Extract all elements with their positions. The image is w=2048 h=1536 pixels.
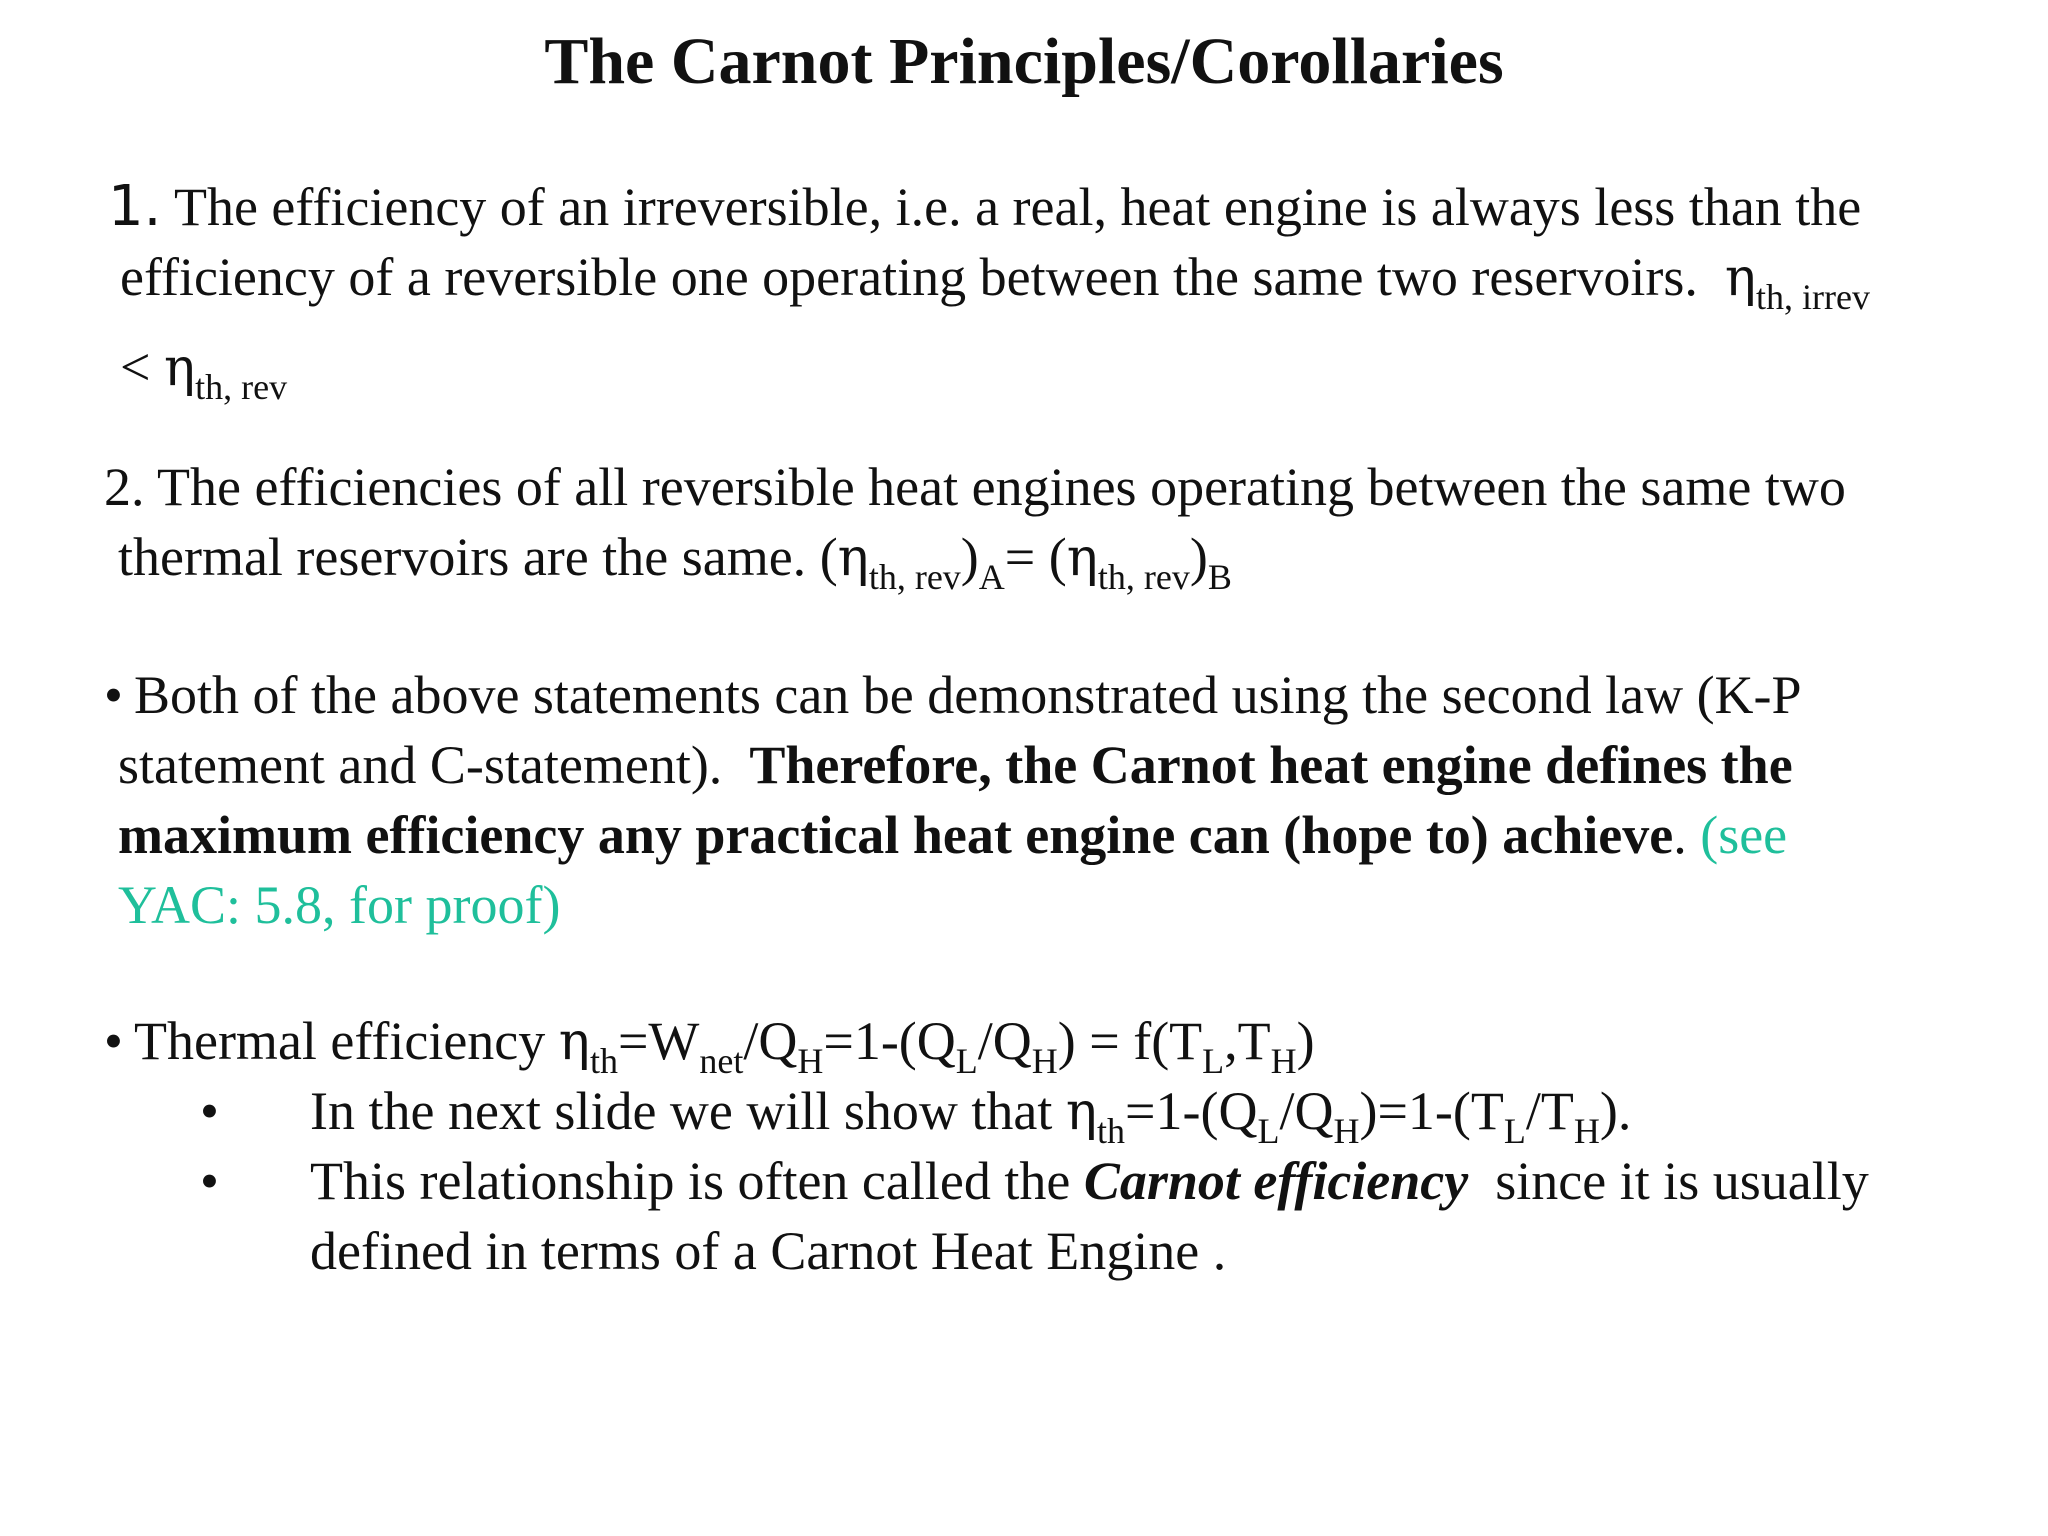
- formula-part: =1-(Q: [1125, 1081, 1258, 1141]
- subscript-a: A: [978, 557, 1005, 597]
- bullet-dot: •: [104, 1011, 123, 1071]
- eta-symbol: η: [1724, 248, 1756, 308]
- principle-2-line-1: 2. The efficiencies of all reversible heat engines operating between the same two: [104, 457, 1846, 517]
- formula-part: /T: [1525, 1081, 1574, 1141]
- subscript-h: H: [797, 1041, 824, 1081]
- subscript-th-rev: th, rev: [1097, 557, 1190, 597]
- equals-paren: = (: [1004, 527, 1067, 587]
- subscript-l: L: [1202, 1041, 1225, 1081]
- principle-1-line-1: The efficiency of an irreversible, i.e. a real, heat engine is always less than the: [173, 177, 1862, 237]
- formula-part: =W: [617, 1011, 700, 1071]
- eta-symbol: η: [1065, 1082, 1098, 1142]
- subscript-l: L: [1503, 1111, 1526, 1151]
- formula-part: ) = f(T: [1057, 1011, 1203, 1071]
- subscript-th-rev: th, rev: [868, 557, 961, 597]
- principle-1-number: 1.: [108, 174, 162, 239]
- eta-symbol: η: [558, 1012, 590, 1072]
- formula-part: /Q: [977, 1011, 1032, 1071]
- thermal-efficiency-label: Thermal efficiency: [134, 1011, 546, 1071]
- sub-bullet-1-text: In the next slide we will show that: [310, 1081, 1053, 1141]
- principle-1: [108, 172, 1870, 422]
- slide-title: The Carnot Principles/Corollaries: [544, 25, 1504, 98]
- textbook-reference-part-1: (see: [1700, 805, 1788, 865]
- eta-symbol: η: [1066, 528, 1098, 588]
- formula-part: ,T: [1224, 1011, 1271, 1071]
- principle-1-line-2: efficiency of a reversible one operating between the same two reservoirs.: [120, 247, 1698, 307]
- sub-bullet-2-text-b: since it is usually: [1495, 1151, 1869, 1211]
- subscript-b: B: [1207, 557, 1232, 597]
- subscript-h: H: [1270, 1041, 1297, 1081]
- formula-part: /Q: [1279, 1081, 1334, 1141]
- subscript-th-irrev: th, irrev: [1756, 277, 1870, 317]
- eta-symbol: η: [163, 338, 196, 398]
- bullet-second-law-line-1: Both of the above statements can be demonstrated using the second law (K-P: [134, 665, 1802, 725]
- subscript-th: th: [589, 1041, 618, 1081]
- principle-2-line-2: thermal reservoirs are the same.: [118, 527, 807, 587]
- bullet-dot: •: [200, 1081, 219, 1141]
- bullet-dot: •: [104, 665, 123, 725]
- textbook-reference-part-2: YAC: 5.8, for proof): [118, 875, 561, 935]
- subscript-h: H: [1573, 1111, 1600, 1151]
- subscript-net: net: [699, 1041, 744, 1081]
- subscript-h: H: [1031, 1041, 1058, 1081]
- bullet-second-law: [104, 660, 1802, 940]
- carnot-efficiency-term: Carnot efficiency: [1083, 1151, 1469, 1211]
- subscript-l: L: [1257, 1111, 1280, 1151]
- paren-open: (: [819, 527, 838, 587]
- formula-part: ): [1296, 1011, 1315, 1071]
- eta-symbol: η: [837, 528, 869, 588]
- formula-part: ).: [1599, 1081, 1632, 1141]
- carnot-conclusion-part-2: maximum efficiency any practical heat engine can (hope to) achieve: [118, 805, 1674, 865]
- formula-part: )=1-(T: [1359, 1081, 1504, 1141]
- paren-close: ): [1189, 527, 1208, 587]
- period: .: [1673, 805, 1687, 865]
- sub-bullet-2-line-2: defined in terms of a Carnot Heat Engine .: [310, 1221, 1227, 1281]
- sub-bullet-2-text-a: This relationship is often called the: [310, 1151, 1071, 1211]
- formula-part: /Q: [743, 1011, 798, 1071]
- subscript-l: L: [955, 1041, 978, 1081]
- formula-part: =1-(Q: [823, 1011, 956, 1071]
- bullet-second-law-line-2: statement and C-statement).: [118, 735, 723, 795]
- subscript-h: H: [1333, 1111, 1360, 1151]
- subscript-th: th: [1097, 1111, 1126, 1151]
- carnot-conclusion-part-1: Therefore, the Carnot heat engine defines the: [749, 735, 1793, 795]
- bullet-dot: •: [200, 1151, 219, 1211]
- paren-close: ): [960, 527, 979, 587]
- principle-2: [104, 452, 1846, 612]
- subscript-th-rev: th, rev: [195, 367, 288, 407]
- less-than-sign: <: [120, 337, 151, 397]
